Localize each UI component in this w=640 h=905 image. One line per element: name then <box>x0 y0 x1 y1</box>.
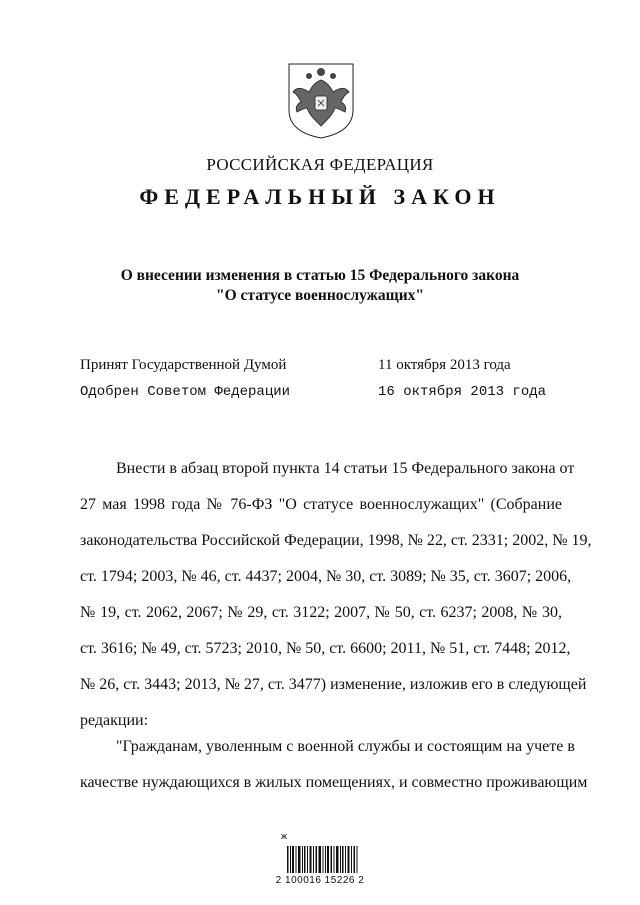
paragraph-1 <box>80 451 592 739</box>
document-type: ФЕДЕРАЛЬНЫЙ ЗАКОН <box>139 184 501 209</box>
paragraph-line: № 19, ст. 2062, 2067; № 29, ст. 3122; 2007, № 50, ст. 6237; 2008, № 30, <box>80 604 562 621</box>
paragraph-line: законодательства Российской Федерации, 1998, № 22, ст. 2331; 2002, № 19, <box>80 532 592 549</box>
paragraph-line: № 26, ст. 3443; 2013, № 27, ст. 3477) изменение, изложив его в следующей <box>80 676 587 693</box>
paragraph-line: ст. 3616; № 49, ст. 5723; 2010, № 50, ст. 6600; 2011, № 51, ст. 7448; 2012, <box>80 640 571 657</box>
russian-coat-of-arms-icon <box>285 62 357 140</box>
barcode-icon <box>287 846 359 873</box>
document-title-line-1: О внесении изменения в статью 15 Федерального закона <box>120 267 520 284</box>
country-name: РОССИЙСКАЯ ФЕДЕРАЦИЯ <box>206 155 434 174</box>
adopted-date: 11 октября 2013 года <box>378 357 511 373</box>
paragraph-line: качестве нуждающихся в жилых помещениях, и совместно проживающим <box>80 774 588 791</box>
paragraph-2 <box>80 729 588 801</box>
adopted-label: Принят Государственной Думой <box>80 357 287 373</box>
barcode-number: 2 100016 15226 2 <box>275 875 365 886</box>
paragraph-line: "Гражданам, уволенным с военной службы и состоящим на учете в <box>116 738 575 755</box>
paragraph-line: ст. 1794; 2003, № 46, ст. 4437; 2004, № 30, ст. 3089; № 35, ст. 3607; 2006, <box>80 568 572 585</box>
paragraph-line: 27 мая 1998 года № 76-ФЗ "О статусе военнослужащих" (Собрание <box>80 496 562 513</box>
paragraph-line: редакции: <box>80 712 149 729</box>
approved-label: Одобрен Советом Федерации <box>80 384 291 400</box>
approved-date: 16 октября 2013 года <box>378 384 547 400</box>
document-title-line-2: "О статусе военнослужащих" <box>215 287 425 304</box>
print-mark-icon: ж <box>281 831 288 841</box>
paragraph-line: Внести в абзац второй пункта 14 статьи 15 Федерального закона от <box>116 460 575 477</box>
document-title <box>60 266 580 306</box>
